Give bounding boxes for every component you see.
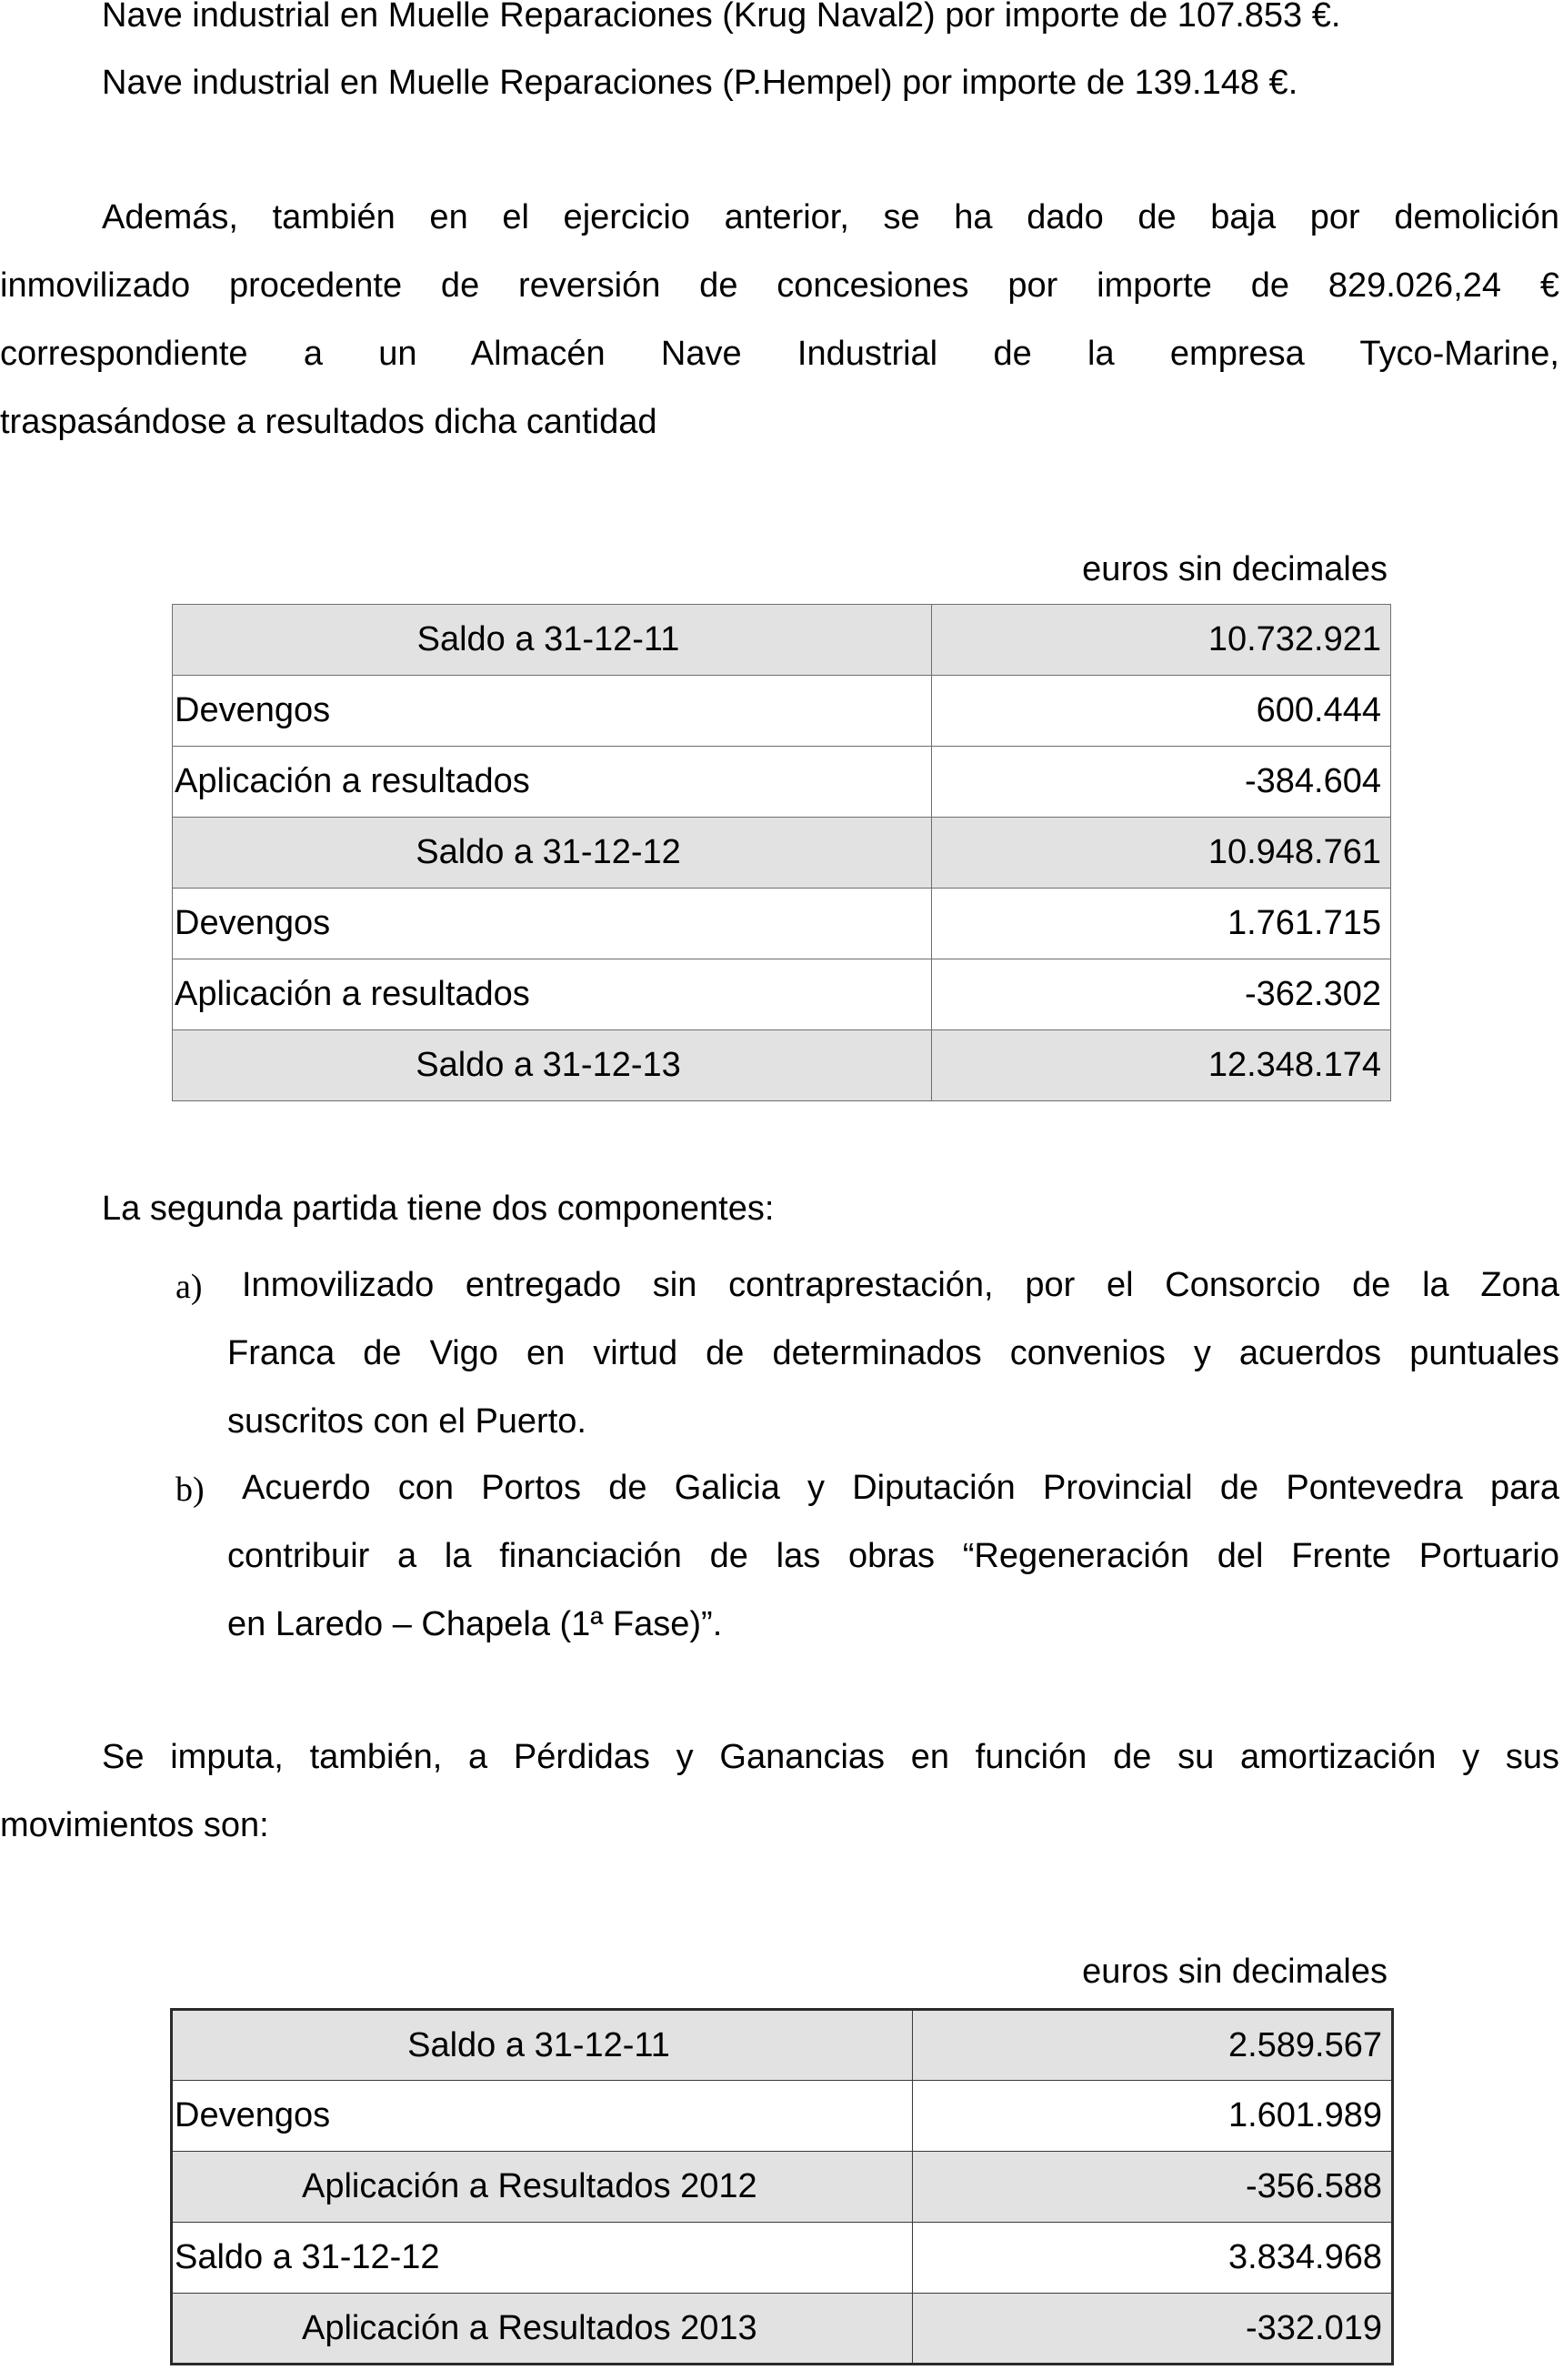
item-a-line-2: Franca de Vigo en virtud de determinados convenios y acuerdos puntuales [227,1334,1559,1372]
row-amount: 10.948.761 [932,818,1391,889]
table-row [173,818,1391,889]
list-marker-b: b) [175,1471,205,1509]
row-amount: 600.444 [932,676,1391,747]
row-label: Aplicación a Resultados 2013 [172,2294,913,2365]
paragraph-demolicion-line-3: correspondiente a un Almacén Nave Industrial de la empresa Tyco-Marine, [0,335,1559,373]
table2-unit-note: euros sin decimales [1082,1953,1388,1991]
paragraph-imputa-line-2: movimientos son: [0,1806,269,1844]
row-amount: -356.588 [913,2152,1393,2223]
item-b-line-3: en Laredo – Chapela (1ª Fase)”. [227,1605,723,1643]
row-label: Saldo a 31-12-12 [173,818,932,889]
row-label: Devengos [173,676,932,747]
row-amount: 1.761.715 [932,889,1391,959]
text-line-hempel: Nave industrial en Muelle Reparaciones (P.Hempel) por importe de 139.148 €. [102,64,1298,102]
row-amount: -332.019 [913,2294,1393,2365]
row-amount: 3.834.968 [913,2223,1393,2294]
table-row [173,889,1391,959]
list-marker-a: a) [175,1268,203,1306]
paragraph-demolicion-line-2: inmovilizado procedente de reversión de concesiones por importe de 829.026,24 € [0,266,1559,305]
row-amount: 10.732.921 [932,605,1391,676]
row-label: Saldo a 31-12-12 [172,2223,913,2294]
row-amount: -384.604 [932,747,1391,818]
table-row [173,1030,1391,1101]
table-row [172,2223,1393,2294]
row-label: Aplicación a Resultados 2012 [172,2152,913,2223]
paragraph-demolicion-line-1: Además, también en el ejercicio anterior, se ha dado de baja por demolición [102,198,1559,236]
table-row [172,2081,1393,2152]
row-label: Aplicación a resultados [173,747,932,818]
row-amount: 1.601.989 [913,2081,1393,2152]
row-label: Saldo a 31-12-11 [172,2010,913,2081]
table-row [172,2010,1393,2081]
table1-unit-note: euros sin decimales [1082,550,1388,588]
table-row [173,959,1391,1030]
table-row [172,2152,1393,2223]
row-amount: 2.589.567 [913,2010,1393,2081]
row-label: Devengos [173,889,932,959]
row-label: Devengos [172,2081,913,2152]
row-label: Aplicación a resultados [173,959,932,1030]
paragraph-demolicion-line-4: traspasándose a resultados dicha cantidad [0,403,657,441]
row-label: Saldo a 31-12-13 [173,1030,932,1101]
table-row [173,605,1391,676]
item-b-line-2: contribuir a la financiación de las obras “Regeneración del Frente Portuario [227,1537,1559,1575]
item-b-line-1: Acuerdo con Portos de Galicia y Diputación Provincial de Pontevedra para [242,1469,1559,1507]
table-row [173,676,1391,747]
table-row [172,2294,1393,2365]
paragraph-segunda-intro: La segunda partida tiene dos componentes: [102,1190,775,1228]
item-a-line-3: suscritos con el Puerto. [227,1402,586,1441]
item-a-line-1: Inmovilizado entregado sin contraprestación, por el Consorcio de la Zona [242,1266,1559,1304]
paragraph-imputa-line-1: Se imputa, también, a Pérdidas y Ganancias en función de su amortización y sus [102,1738,1559,1776]
balance-table-2 [170,2008,1394,2365]
row-amount: -362.302 [932,959,1391,1030]
table-row [173,747,1391,818]
text-line-krug: Nave industrial en Muelle Reparaciones (Krug Naval2) por importe de 107.853 €. [102,0,1341,35]
row-amount: 12.348.174 [932,1030,1391,1101]
row-label: Saldo a 31-12-11 [173,605,932,676]
balance-table-1 [172,604,1391,1101]
